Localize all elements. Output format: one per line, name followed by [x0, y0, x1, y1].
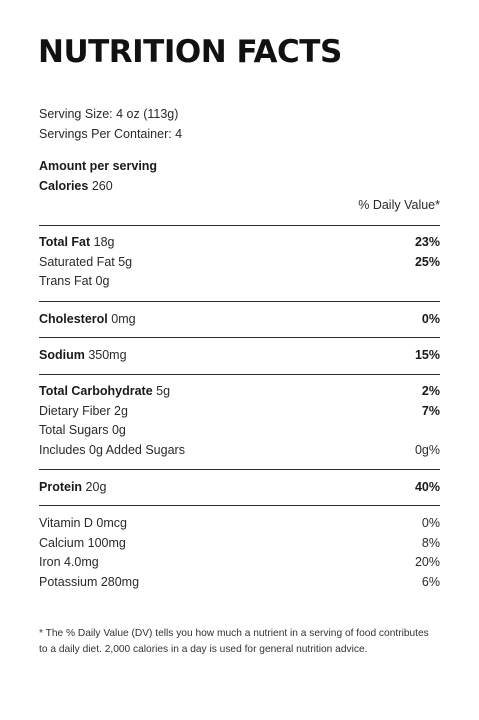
nutrient-amount: 5g	[118, 254, 133, 269]
vitamin-label: Vitamin D 0mcg	[39, 516, 127, 530]
cholesterol-group	[39, 310, 440, 330]
nutrient-label	[39, 402, 128, 422]
nutrient-amount: 0g	[111, 423, 126, 438]
nutrient-row-sodium	[39, 346, 440, 366]
sodium-group	[39, 346, 440, 366]
nutrient-amount: 20g	[85, 480, 107, 494]
nutrient-name: Sodium	[39, 348, 85, 362]
nutrient-label	[39, 253, 132, 273]
divider	[39, 374, 440, 375]
nutrient-name: Cholesterol	[39, 312, 108, 326]
nutrient-name: Saturated Fat	[39, 254, 115, 269]
nutrient-amount: 350mg	[88, 348, 127, 362]
nutrient-dv: 2%	[421, 384, 440, 398]
nutrient-name: Total Sugars	[39, 423, 109, 438]
nutrient-dv: 25%	[414, 254, 440, 269]
daily-value-header: % Daily Value*	[358, 198, 440, 212]
divider	[39, 337, 440, 338]
servings-per-container: Servings Per Container: 4	[39, 126, 183, 141]
nutrient-row-cholesterol	[39, 310, 440, 330]
vitamin-label: Potassium 280mg	[39, 574, 140, 589]
nutrient-label	[39, 272, 109, 292]
serving-info	[39, 105, 182, 144]
vitamin-dv: 0%	[421, 516, 440, 530]
nutrient-row-dietary-fiber	[39, 402, 440, 422]
nutrient-name: Trans Fat	[39, 274, 93, 289]
nutrient-label	[39, 478, 106, 498]
amount-per-serving-block	[39, 157, 157, 196]
divider	[39, 225, 440, 226]
nutrient-amount: 5g	[156, 384, 171, 398]
vitamin-row	[39, 534, 440, 554]
nutrient-dv: 40%	[414, 480, 440, 494]
nutrient-label	[39, 421, 126, 441]
page-title: NUTRITION FACTS	[38, 34, 342, 70]
daily-value-footnote: * The % Daily Value (DV) tells you how much a nutrient in a serving of food contributes to a daily diet. 2,000 calories in a day is used for general nutrition advice.	[39, 628, 429, 655]
nutrient-amount: 2g	[114, 403, 128, 418]
fat-group	[39, 233, 440, 292]
nutrient-name: Includes 0g Added Sugars	[39, 442, 185, 457]
calories-value: 260	[91, 178, 113, 193]
serving-size: Serving Size: 4 oz (113g)	[39, 107, 179, 121]
vitamin-row	[39, 553, 440, 573]
nutrient-dv: 0%	[421, 312, 440, 326]
nutrient-row-total-carbohydrate	[39, 382, 440, 402]
nutrient-label	[39, 233, 115, 253]
nutrient-row-total-sugars	[39, 421, 440, 441]
nutrient-label	[39, 382, 170, 402]
nutrient-name: Total Carbohydrate	[39, 384, 153, 398]
vitamin-label: Calcium 100mg	[39, 535, 126, 550]
nutrient-dv: 15%	[414, 348, 440, 362]
nutrient-label	[39, 310, 136, 330]
nutrient-name: Protein	[39, 480, 83, 494]
carbohydrate-group	[39, 382, 440, 460]
nutrient-row-protein	[39, 478, 440, 498]
vitamin-row	[39, 573, 440, 593]
nutrient-row-trans-fat	[39, 272, 440, 292]
nutrient-dv: 7%	[421, 403, 440, 418]
nutrient-row-saturated-fat	[39, 253, 440, 273]
vitamin-dv: 20%	[414, 555, 440, 570]
nutrient-name: Dietary Fiber	[39, 403, 111, 418]
vitamins-group	[39, 514, 440, 592]
vitamin-dv: 8%	[421, 535, 440, 550]
nutrient-dv: 23%	[414, 235, 440, 249]
calories-line	[39, 177, 157, 197]
amount-per-serving-heading: Amount per serving	[39, 159, 158, 173]
protein-group	[39, 478, 440, 498]
nutrient-amount: 0mg	[111, 312, 136, 326]
nutrient-row-total-fat	[39, 233, 440, 253]
nutrient-label	[39, 441, 185, 461]
nutrient-amount: 0g	[95, 274, 110, 289]
vitamin-row	[39, 514, 440, 534]
divider	[39, 505, 440, 506]
calories-label: Calories	[39, 178, 89, 193]
nutrient-row-added-sugars	[39, 441, 440, 461]
divider	[39, 469, 440, 470]
nutrient-amount: 18g	[93, 235, 115, 249]
divider	[39, 301, 440, 302]
vitamin-label: Iron 4.0mg	[39, 555, 99, 570]
nutrient-label	[39, 346, 127, 366]
nutrient-name: Total Fat	[39, 235, 91, 249]
vitamin-dv: 6%	[421, 574, 440, 589]
nutrient-dv: 0g%	[414, 442, 440, 457]
